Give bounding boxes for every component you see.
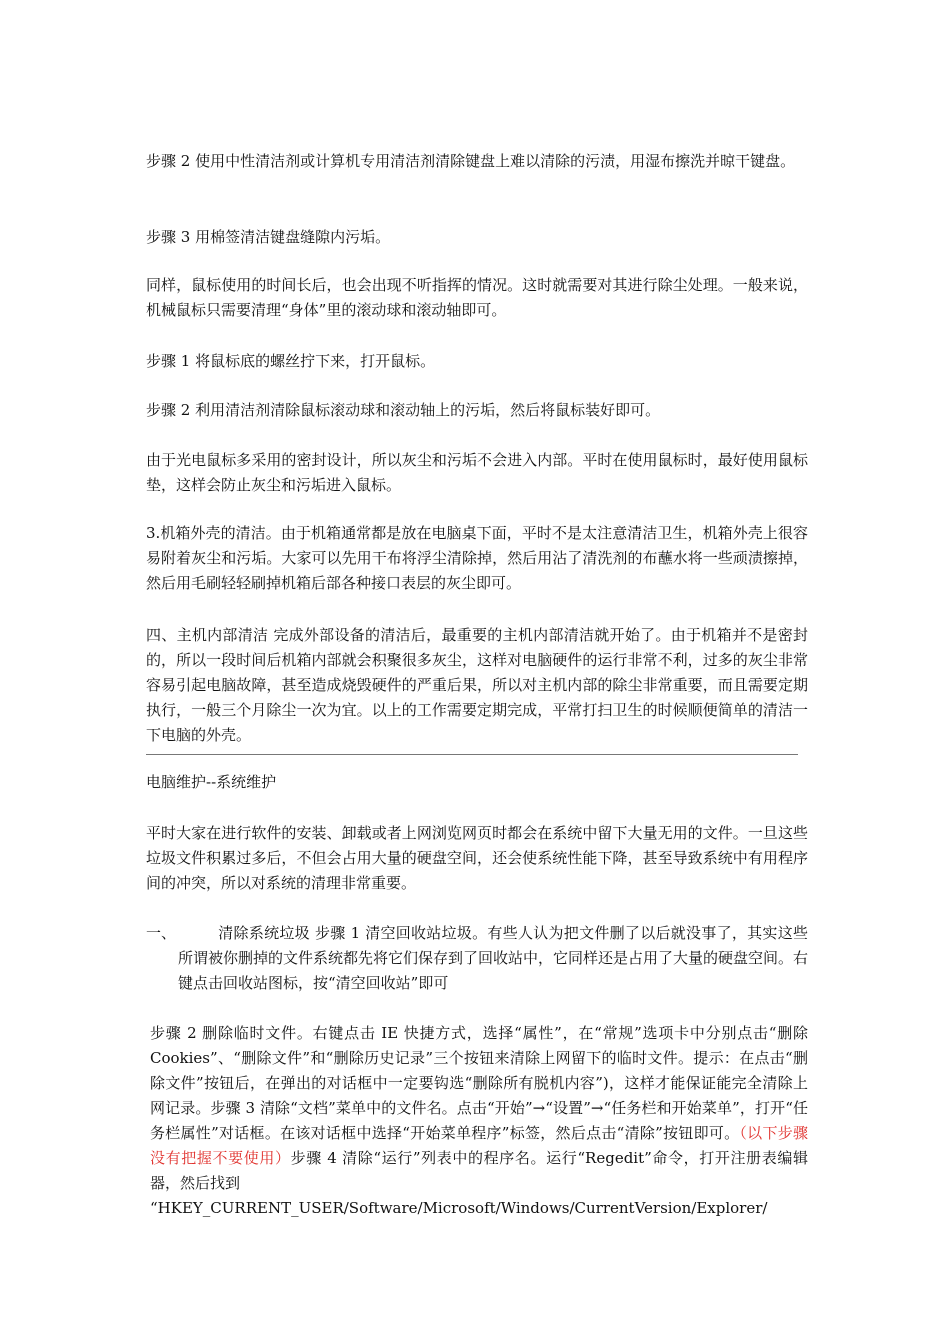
list-number: 一、 <box>146 924 177 942</box>
list-item-title: 清除系统垃圾 <box>218 924 310 942</box>
list-item-body <box>178 921 808 996</box>
section-heading: 电脑维护--系统维护 <box>146 773 277 791</box>
paragraph-temp-files <box>150 1021 808 1221</box>
warning-note: （以下步骤没有把握不要使用） <box>150 1124 808 1167</box>
paragraph-internal-cleaning: 四、主机内部清洁 完成外部设备的清洁后，最重要的主机内部清洁就开始了。由于机箱并不是密封的，所以一段时间后机箱内部就会积聚很多灰尘，这样对电脑硬件的运行非常不利，过多的灰尘非常容易引起电脑故障，甚至造成烧毁硬件的严重后果，所以对主机内部的除尘非常重要，而且需要定期执行，一般三个月除尘一次为宜。以上的工作需要定期完成，平常打扫卫生的时候顺便简单的清洁一下电脑的外壳。 <box>146 626 808 744</box>
paragraph-system-intro: 平时大家在进行软件的安装、卸载或者上网浏览网页时都会在系统中留下大量无用的文件。一旦这些垃圾文件积累过多后，不但会占用大量的硬盘空间，还会使系统性能下降，甚至导致系统中有用程序间的冲突，所以对系统的清理非常重要。 <box>146 824 808 892</box>
list-item-text: 步骤 1 清空回收站垃圾。有些人认为把文件删了以后就没事了，其实这些所谓被你删掉的文件系统都先将它们保存到了回收站中，它同样还是占用了大量的硬盘空间。右键点击回收站图标，按“清空回收站”即可 <box>178 924 809 992</box>
divider-line <box>146 754 798 755</box>
run-list-text: 步骤 4 清除“运行”列表中的程序名。运行“Regedit”命令，打开注册表编辑器，然后找到 <box>150 1149 808 1192</box>
paragraph-mouse-intro: 同样，鼠标使用的时间长后，也会出现不听指挥的情况。这时就需要对其进行除尘处理。一般来说，机械鼠标只需要清理“身体”里的滚动球和滚动轴即可。 <box>146 276 808 319</box>
paragraph-case-cleaning: 3.机箱外壳的清洁。由于机箱通常都是放在电脑桌下面，平时不是太注意清洁卫生，机箱外壳上很容易附着灰尘和污垢。大家可以先用干布将浮尘清除掉，然后用沾了清洗剂的布蘸水将一些顽渍擦掉，然后用毛刷轻轻刷掉机箱后部各种接口表层的灰尘即可。 <box>146 524 808 592</box>
paragraph-mouse-step2: 步骤 2 利用清洁剂清除鼠标滚动球和滚动轴上的污垢，然后将鼠标装好即可。 <box>146 401 661 419</box>
paragraph-keyboard-step3: 步骤 3 用棉签清洁键盘缝隙内污垢。 <box>146 228 391 246</box>
list-item <box>146 921 808 996</box>
paragraph-optical-mouse: 由于光电鼠标多采用的密封设计，所以灰尘和污垢不会进入内部。平时在使用鼠标时，最好使用鼠标垫，这样会防止灰尘和污垢进入鼠标。 <box>146 451 808 494</box>
temp-files-text: 步骤 2 删除临时文件。右键点击 IE 快捷方式，选择“属性”，在“常规”选项卡中分别点击“删除 Cookies”、“删除文件”和“删除历史记录”三个按钮来清除上网留下的临时文件。提示：在点击“删除文件”按钮后，在弹出的对话框中一定要钩选“删除所有脱机内容”)，这样才能保证能完全清除上网记录。步骤 3 清除“文档”菜单中的文件名。点击“开始”→“设置”→“任务栏和开始菜单”，打开“任务栏属性”对话框。在该对话框中选择“开始菜单程序”标签，然后点击“清除”按钮即可。 <box>150 1024 808 1142</box>
paragraph-keyboard-step2: 步骤 2 使用中性清洁剂或计算机专用清洁剂清除键盘上难以清除的污渍，用湿布擦洗并晾干键盘。 <box>146 152 796 170</box>
paragraph-mouse-step1: 步骤 1 将鼠标底的螺丝拧下来，打开鼠标。 <box>146 352 436 370</box>
registry-path: “HKEY_CURRENT_USER/Software/Microsoft/Windows/CurrentVersion/Explorer/ <box>150 1199 768 1217</box>
